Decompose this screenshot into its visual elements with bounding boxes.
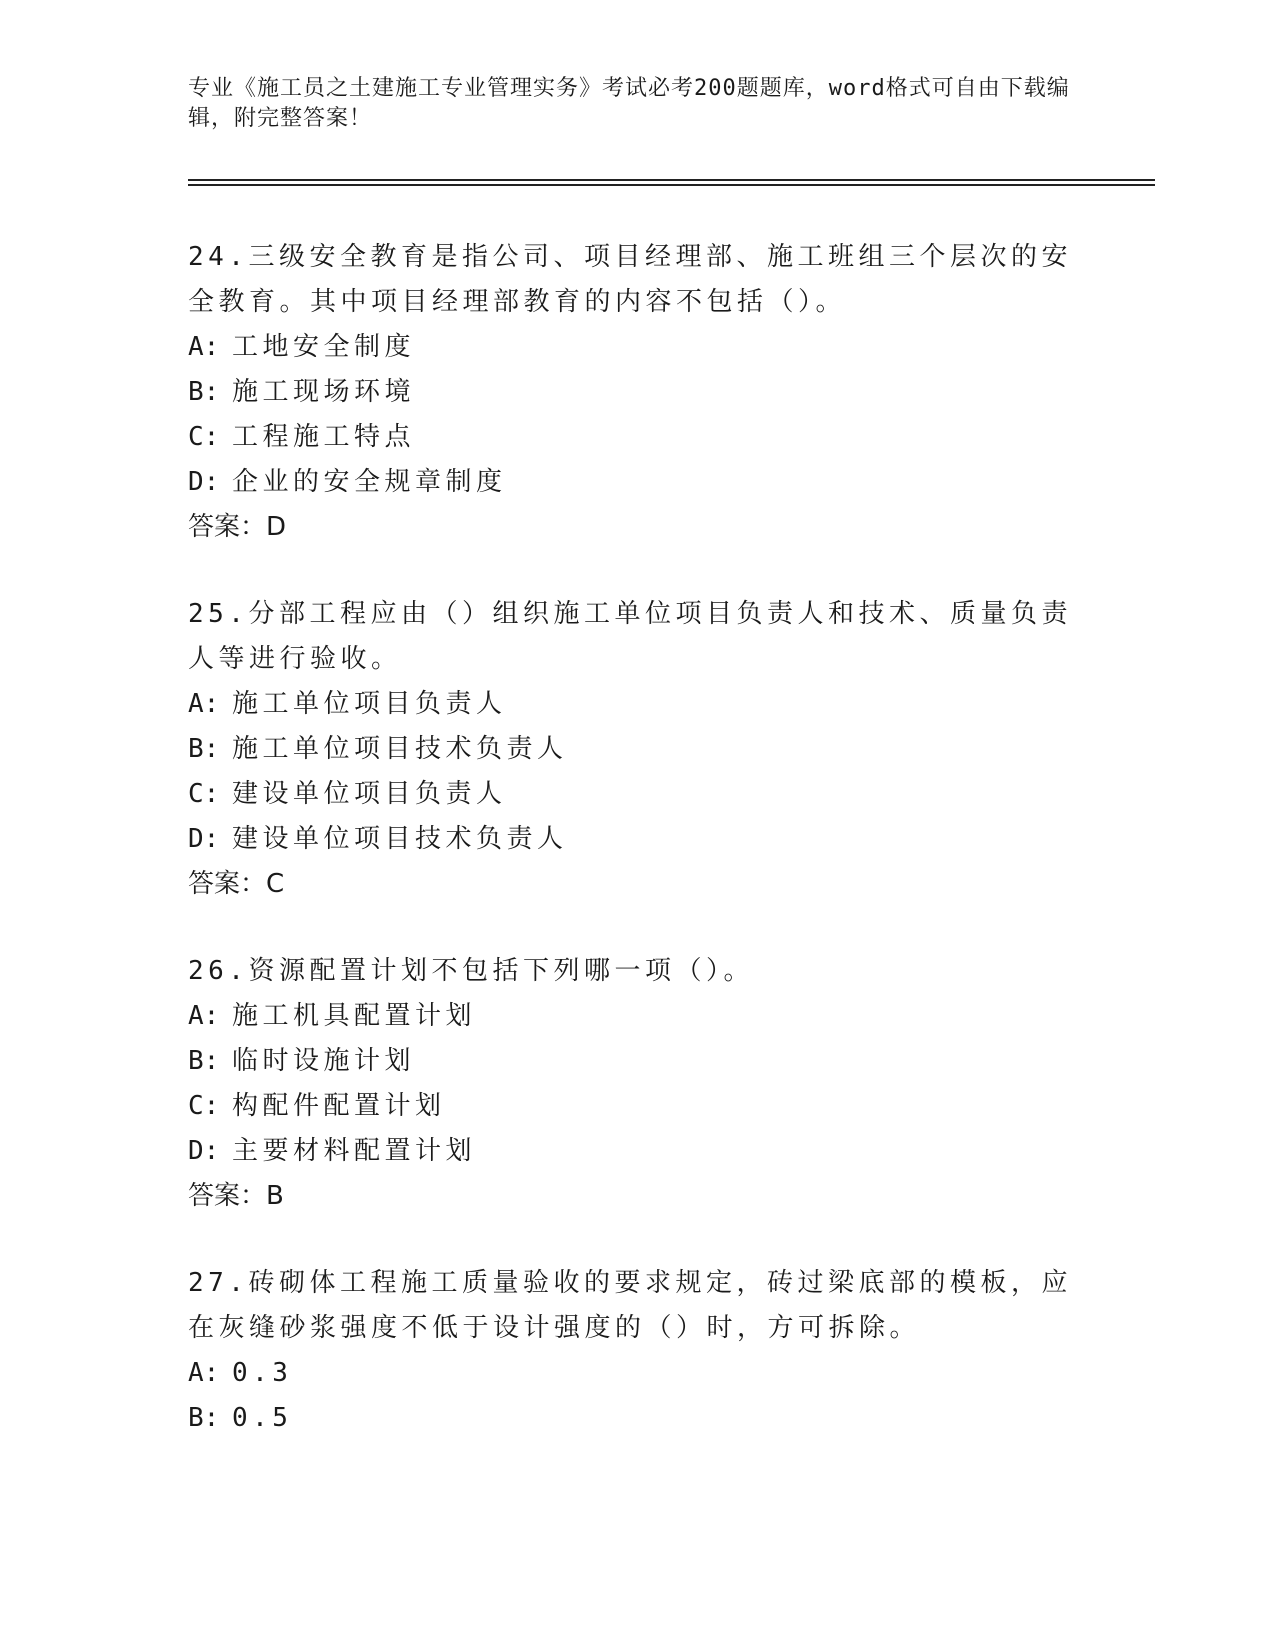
- option-c: [188, 772, 1088, 817]
- option-key: C:: [188, 1091, 220, 1121]
- option-a: [188, 1351, 1088, 1396]
- option-text: 主要材料配置计划: [232, 1136, 477, 1166]
- option-text: 企业的安全规章制度: [232, 467, 507, 497]
- question-stem: 27.砖砌体工程施工质量验收的要求规定，砖过梁底部的模板，应在灰缝砂浆强度不低于设计强度的（）时，方可拆除。: [188, 1268, 1072, 1343]
- answer-line: 答案：D: [188, 512, 287, 542]
- answer-line: 答案：C: [188, 869, 285, 899]
- option-d: [188, 460, 1088, 505]
- option-text: 0.5: [232, 1403, 293, 1433]
- header-divider-top: [188, 179, 1155, 181]
- question-stem: 26.资源配置计划不包括下列哪一项（）。: [188, 956, 754, 986]
- option-key: D:: [188, 467, 220, 497]
- option-a: [188, 325, 1088, 370]
- option-key: C:: [188, 779, 220, 809]
- option-text: 临时设施计划: [232, 1046, 416, 1076]
- option-a: [188, 682, 1088, 727]
- option-b: [188, 1039, 1088, 1084]
- question-27: [188, 1261, 1088, 1441]
- option-text: 施工单位项目技术负责人: [232, 734, 568, 764]
- question-26: [188, 949, 1088, 1219]
- question-stem: 25.分部工程应由（）组织施工单位项目负责人和技术、质量负责人等进行验收。: [188, 599, 1072, 674]
- option-text: 工程施工特点: [232, 422, 416, 452]
- option-c: [188, 415, 1088, 460]
- question-24: [188, 235, 1088, 550]
- option-b: [188, 1396, 1088, 1441]
- header-divider-bottom: [188, 184, 1155, 186]
- option-d: [188, 1129, 1088, 1174]
- option-key: D:: [188, 1136, 220, 1166]
- option-c: [188, 1084, 1088, 1129]
- option-key: B:: [188, 1403, 220, 1433]
- option-d: [188, 817, 1088, 862]
- document-header: 专业《施工员之土建施工专业管理实务》考试必考200题题库，word格式可自由下载编辑，附完整答案！: [188, 76, 1070, 131]
- option-text: 施工机具配置计划: [232, 1001, 477, 1031]
- option-key: A:: [188, 1001, 220, 1031]
- option-b: [188, 727, 1088, 772]
- option-key: A:: [188, 332, 220, 362]
- question-list: [188, 235, 1088, 1483]
- option-key: C:: [188, 422, 220, 452]
- option-text: 建设单位项目技术负责人: [232, 824, 568, 854]
- option-a: [188, 994, 1088, 1039]
- question-25: [188, 592, 1088, 907]
- option-text: 构配件配置计划: [232, 1091, 446, 1121]
- option-text: 工地安全制度: [232, 332, 416, 362]
- option-text: 建设单位项目负责人: [232, 779, 507, 809]
- option-key: B:: [188, 377, 220, 407]
- option-b: [188, 370, 1088, 415]
- option-key: B:: [188, 1046, 220, 1076]
- option-key: B:: [188, 734, 220, 764]
- option-key: D:: [188, 824, 220, 854]
- option-key: A:: [188, 689, 220, 719]
- question-stem: 24.三级安全教育是指公司、项目经理部、施工班组三个层次的安全教育。其中项目经理部教育的内容不包括（）。: [188, 242, 1072, 317]
- option-text: 施工单位项目负责人: [232, 689, 507, 719]
- option-text: 施工现场环境: [232, 377, 416, 407]
- answer-line: 答案：B: [188, 1181, 284, 1211]
- option-key: A:: [188, 1358, 220, 1388]
- option-text: 0.3: [232, 1358, 293, 1388]
